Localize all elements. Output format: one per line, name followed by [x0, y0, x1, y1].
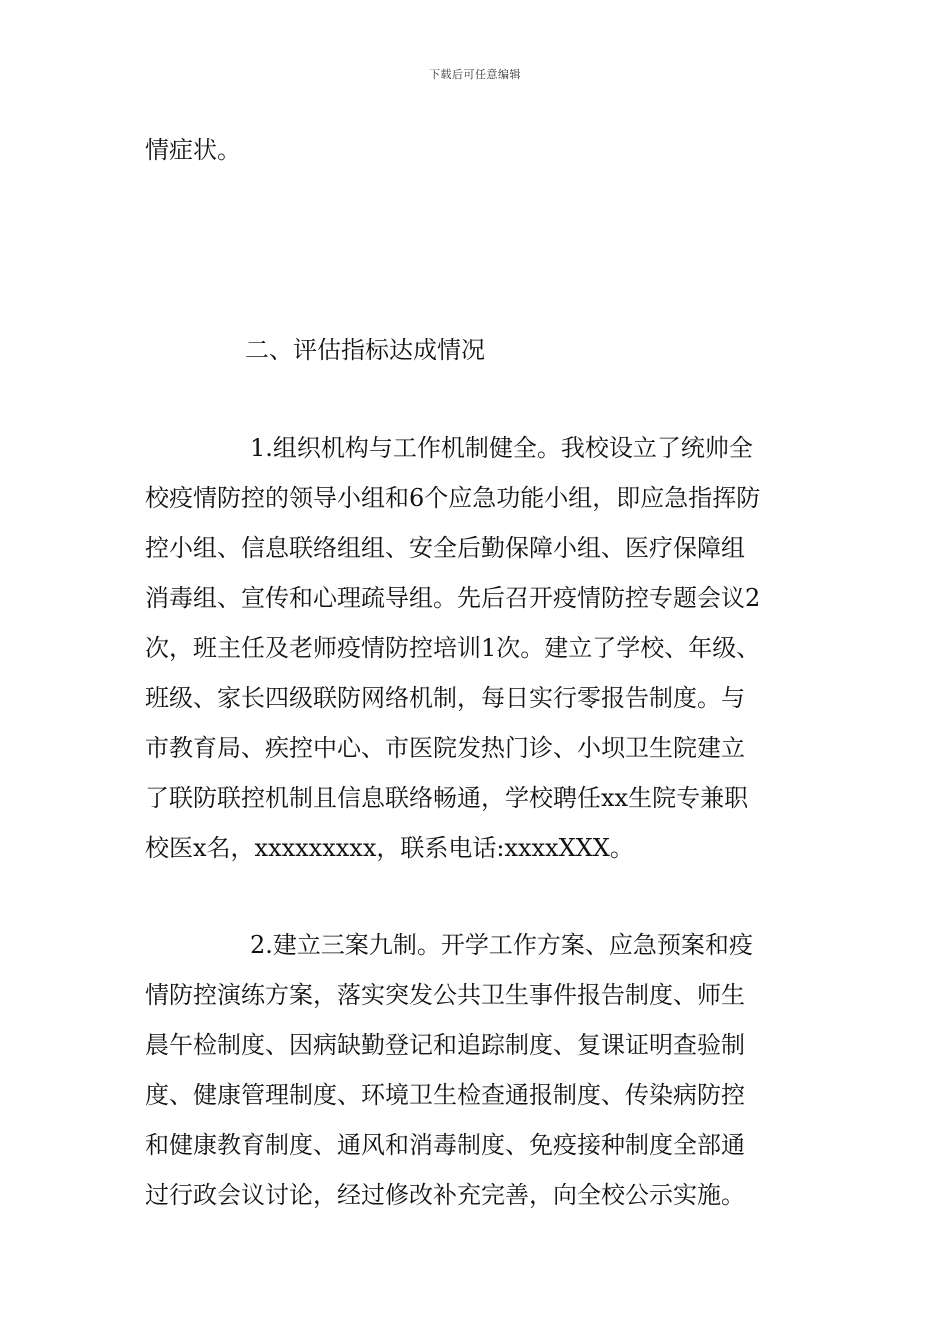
body-text-line: 和健康教育制度、通风和消毒制度、免疫接种制度全部通 [145, 1131, 745, 1159]
body-text-line: 情症状。 [145, 136, 241, 164]
section-heading: 二、评估指标达成情况 [245, 336, 485, 364]
body-text-line: 控小组、信息联络组组、安全后勤保障小组、医疗保障组 [145, 534, 745, 562]
body-text-line: 次，班主任及老师疫情防控培训1次。建立了学校、年级、 [145, 634, 761, 662]
body-text-line: 度、健康管理制度、环境卫生检查通报制度、传染病防控 [145, 1081, 745, 1109]
body-text-line: 校医x名，xxxxxxxxx，联系电话:xxxxXXX。 [145, 834, 634, 862]
body-text-line: 班级、家长四级联防网络机制，每日实行零报告制度。与 [145, 684, 745, 712]
body-text-line: 情防控演练方案，落实突发公共卫生事件报告制度、师生 [145, 981, 745, 1009]
body-text-line: 1.组织机构与工作机制健全。我校设立了统帅全 [250, 434, 753, 462]
body-text-line: 2.建立三案九制。开学工作方案、应急预案和疫 [250, 931, 753, 959]
body-text-line: 消毒组、宣传和心理疏导组。先后召开疫情防控专题会议2 [145, 584, 761, 612]
page-header-note: 下载后可任意编辑 [429, 68, 521, 81]
body-text-line: 校疫情防控的领导小组和6个应急功能小组，即应急指挥防 [145, 484, 761, 512]
body-text-line: 晨午检制度、因病缺勤登记和追踪制度、复课证明查验制 [145, 1031, 745, 1059]
body-text-line: 市教育局、疾控中心、市医院发热门诊、小坝卫生院建立 [145, 734, 745, 762]
body-text-line: 过行政会议讨论，经过修改补充完善，向全校公示实施。 [145, 1181, 745, 1209]
body-text-line: 了联防联控机制且信息联络畅通，学校聘任xx生院专兼职 [145, 784, 749, 812]
